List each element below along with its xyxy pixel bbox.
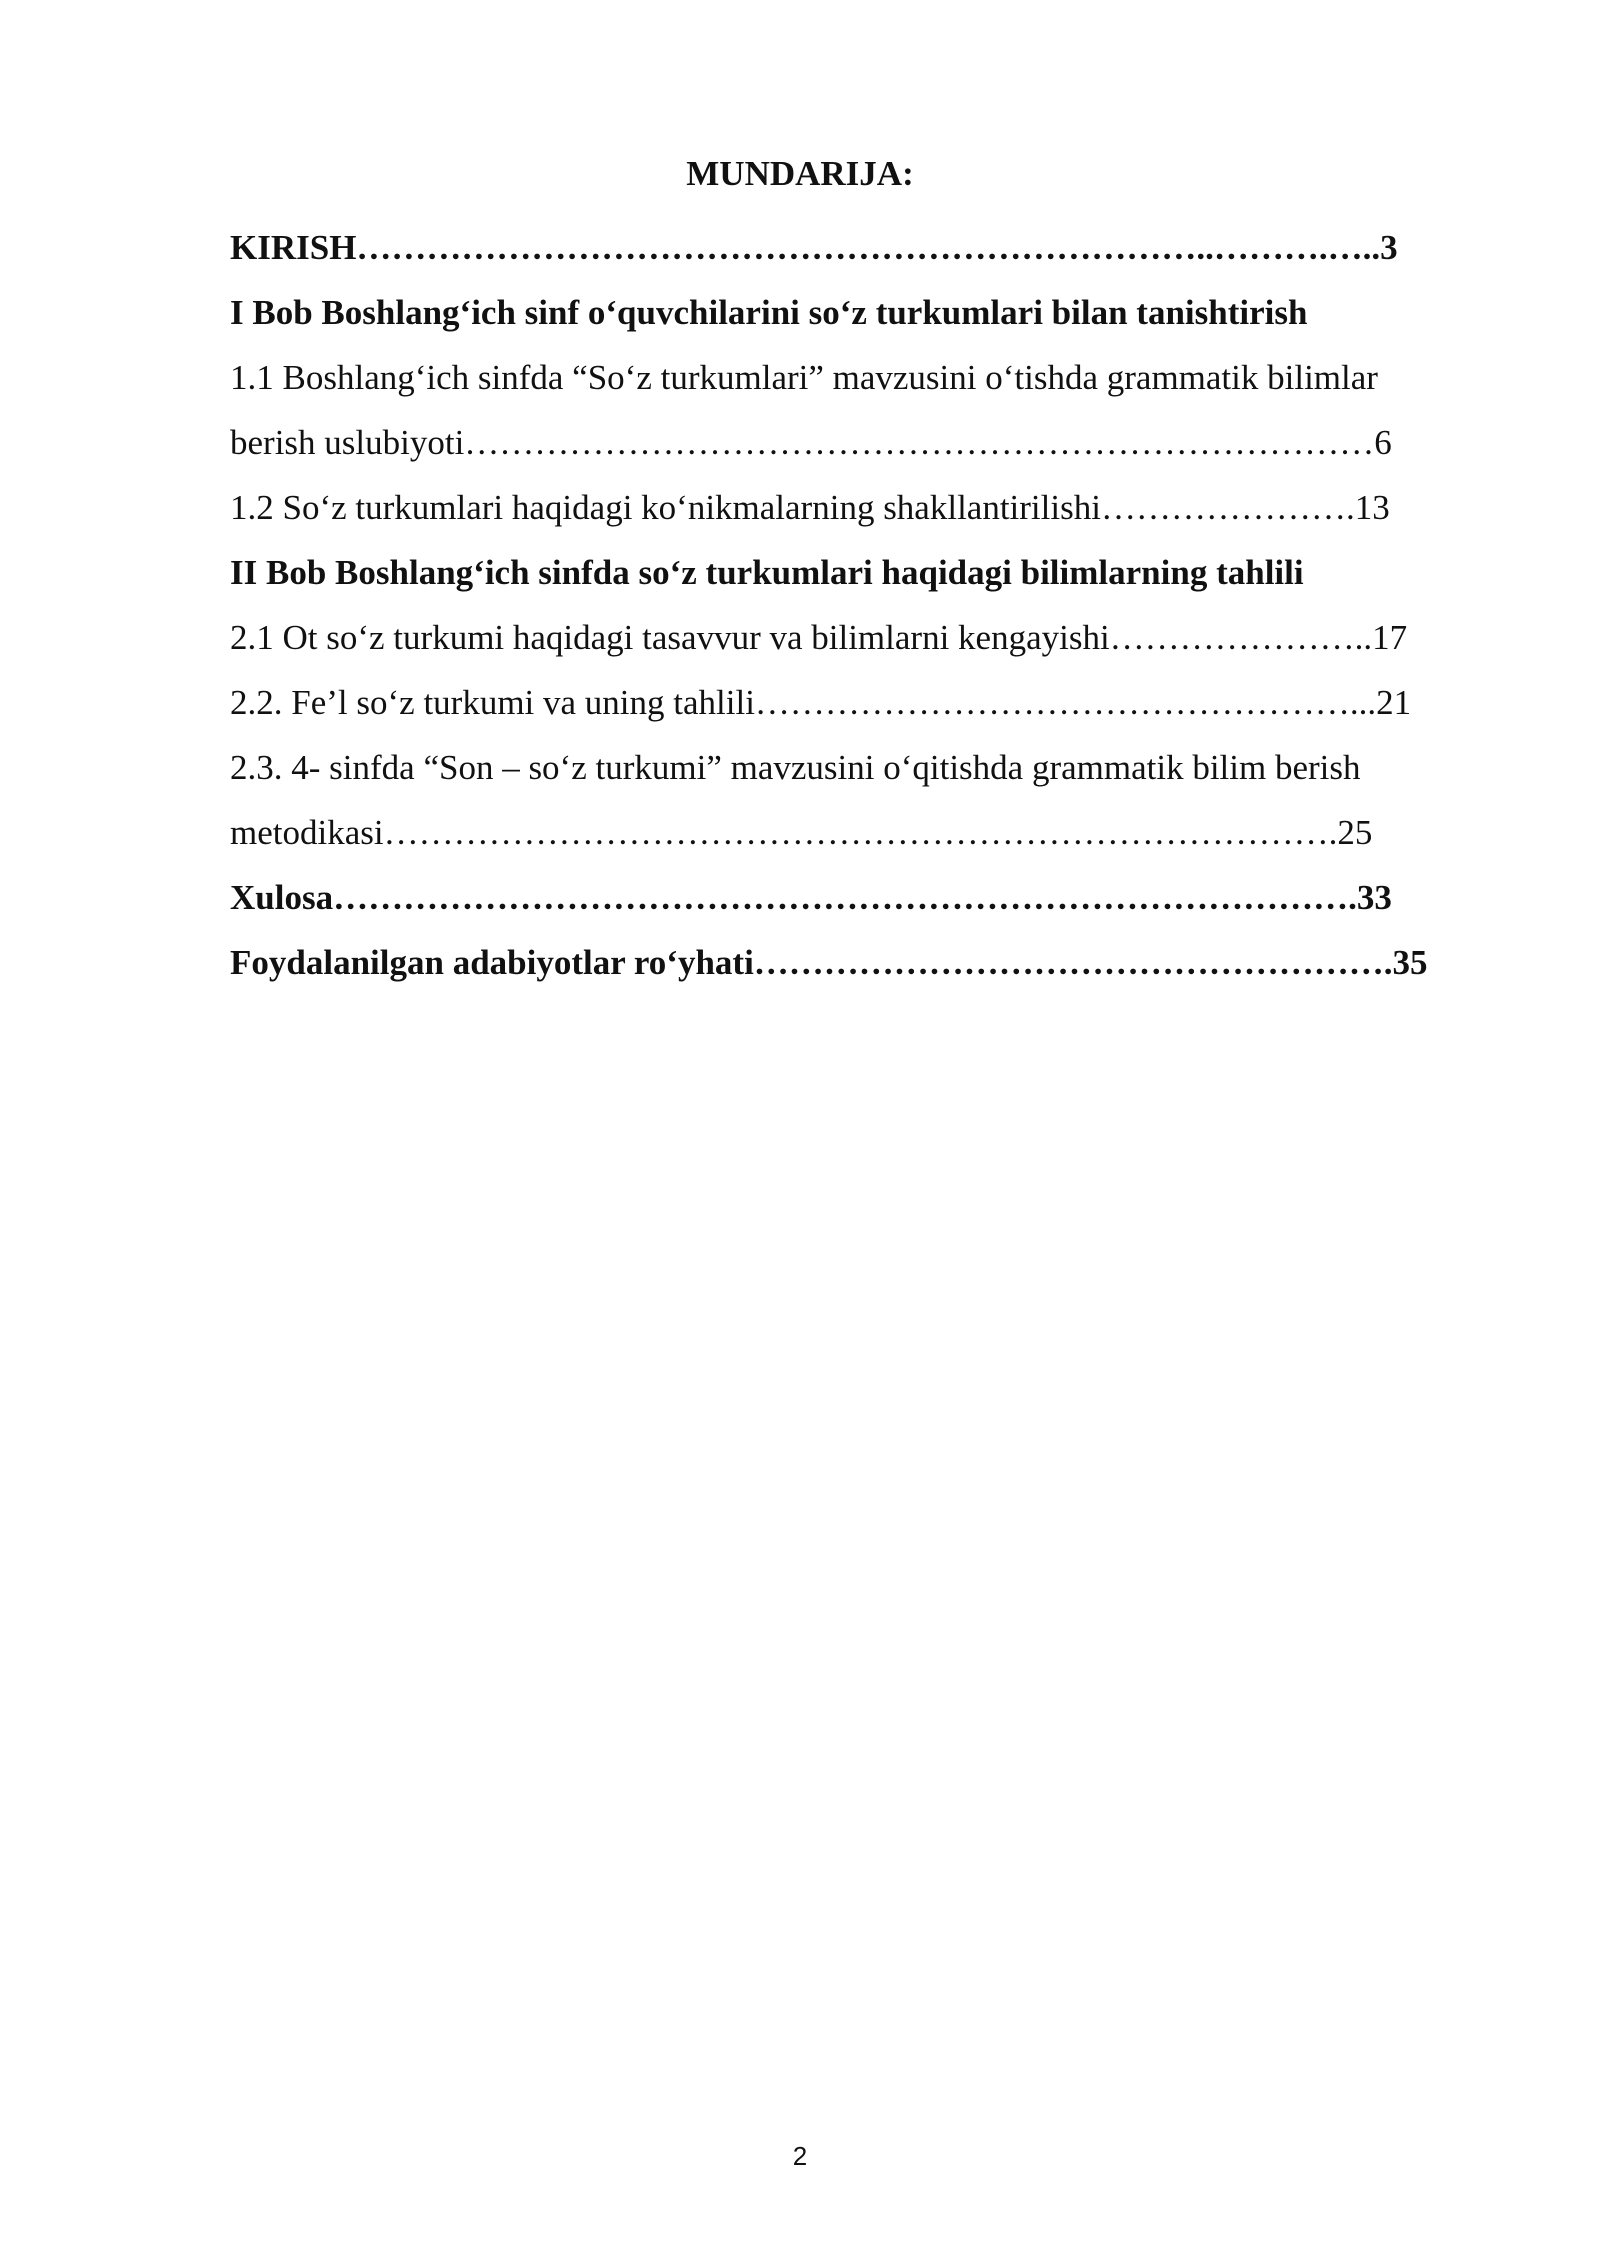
toc-chapter-2: II Bob Boshlang‘ich sinfda so‘z turkumlari haqidagi bilimlarning tahlili (230, 553, 1304, 592)
toc-entry-1-1: 1.1 Boshlang‘ich sinfda “So‘z turkumlari” mavzusini o‘tishda grammatik bilimlar (230, 358, 1378, 397)
toc-entry-2-2: 2.2. Fe’l so‘z turkumi va uning tahlili……………………………………………...21 (230, 683, 1412, 722)
toc-entry-2-1: 2.1 Ot so‘z turkumi haqidagi tasavvur va bilimlarni kengayishi…………………..17 (230, 618, 1408, 657)
table-of-contents (230, 215, 1492, 995)
page-number: 2 (792, 2141, 808, 2171)
toc-title: MUNDARIJA: (686, 154, 914, 193)
toc-chapter-1: I Bob Boshlang‘ich sinf o‘quvchilarini so‘z turkumlari bilan tanishtirish (230, 293, 1308, 332)
toc-entry-xulosa: Xulosa…………………………………………………………………………….33 (230, 878, 1392, 917)
toc-entry-references: Foydalanilgan adabiyotlar ro‘yhati……………………………………………….35 (230, 943, 1428, 982)
toc-entry-2-3: 2.3. 4- sinfda “Son – so‘z turkumi” mavzusini o‘qitishda grammatik bilim berish (230, 748, 1361, 787)
toc-entry-kirish: KIRISH………………………………………………………………..……….…..3 (230, 228, 1398, 267)
toc-entry-1-2: 1.2 So‘z turkumlari haqidagi ko‘nikmalarning shakllantirilishi………………….13 (230, 488, 1390, 527)
toc-entry-1-1-continued: berish uslubiyoti……………………………………………………………………6 (230, 423, 1392, 462)
toc-entry-2-3-continued: metodikasi……………………………………………………………………….25 (230, 813, 1373, 852)
